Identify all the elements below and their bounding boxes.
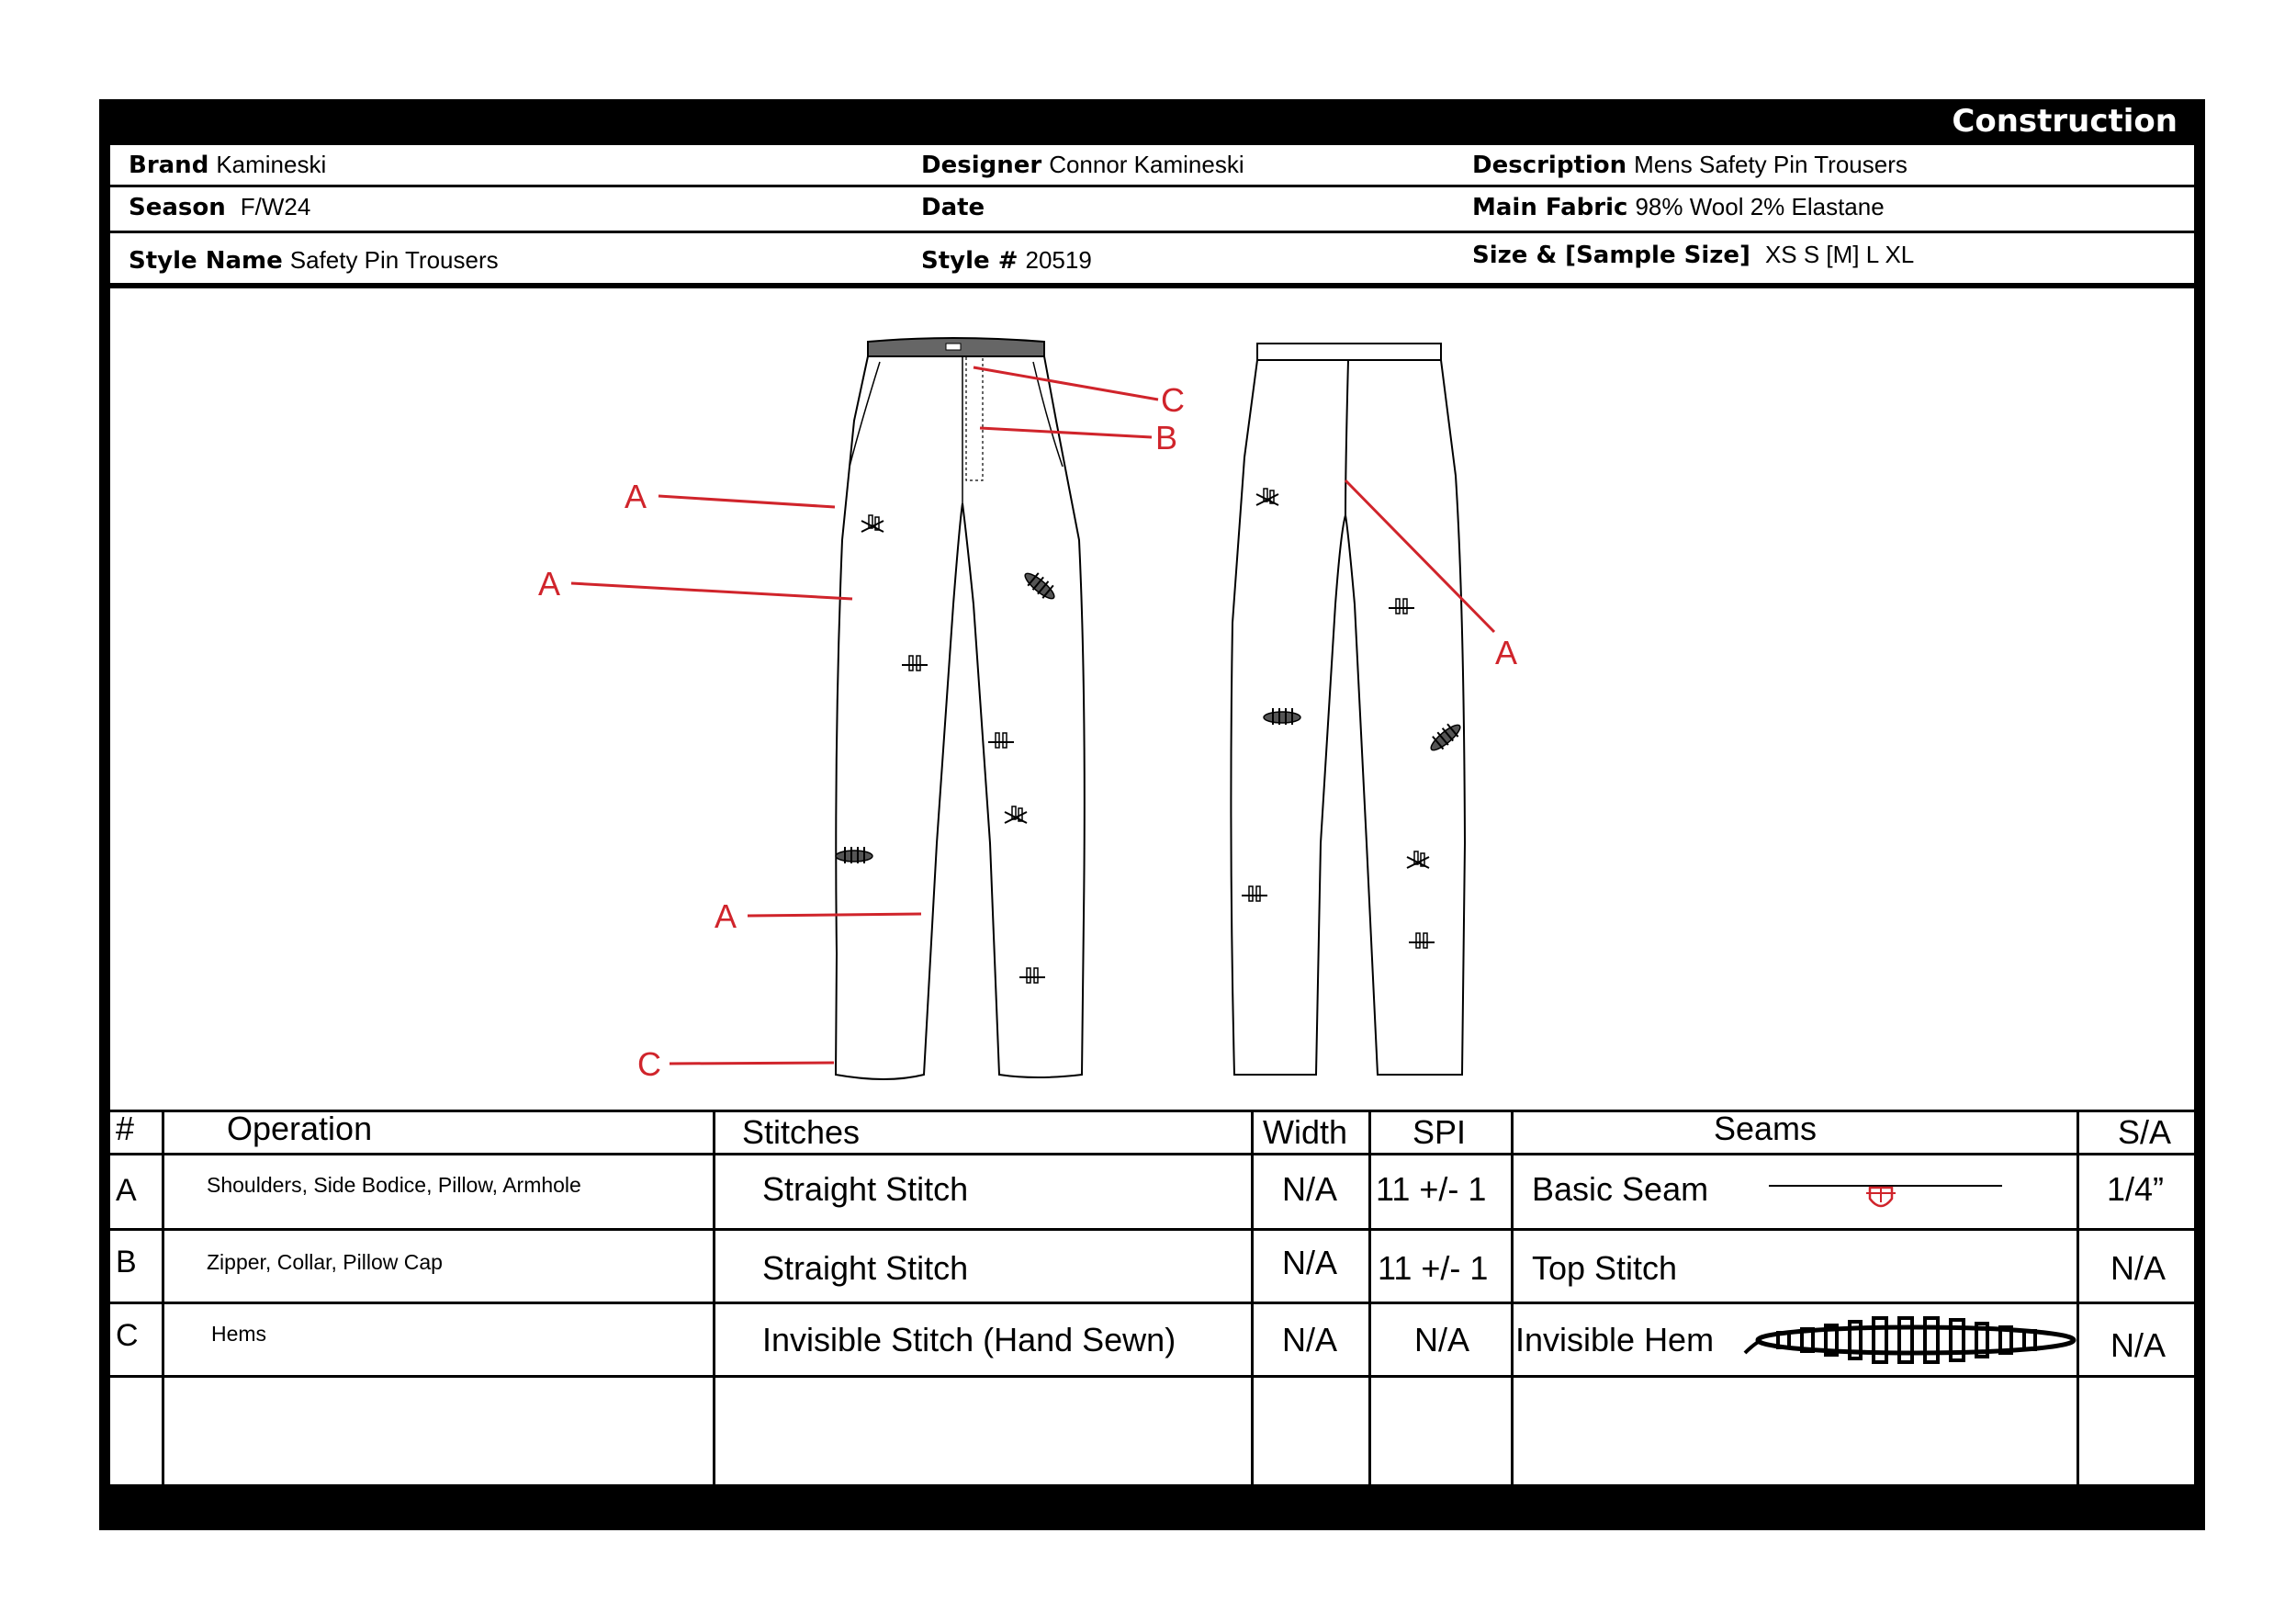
brand-value: Kamineski (216, 151, 327, 178)
style-name-value: Safety Pin Trousers (289, 246, 499, 274)
style-number-label: Style # (921, 247, 1019, 275)
callout-c-hem: C (637, 1045, 661, 1083)
size-value: XS S [M] L XL (1764, 241, 1915, 268)
title-bar (99, 99, 2205, 145)
row-b-operation: Zipper, Collar, Pillow Cap (207, 1250, 443, 1274)
row-a-id: A (116, 1173, 137, 1208)
date-label: Date (921, 194, 985, 221)
callout-b: B (1155, 419, 1178, 456)
sheet-title: Construction (1952, 103, 2178, 140)
trousers-technical-drawing (110, 329, 2194, 1110)
style-name-field (129, 248, 499, 273)
construction-sheet (99, 99, 2205, 1530)
description-label: Description (1472, 152, 1627, 179)
row-a-seam: Basic Seam (1532, 1170, 1709, 1208)
row-a-stitch: Straight Stitch (762, 1170, 969, 1208)
front-trousers (836, 338, 1085, 1079)
designer-label: Designer (921, 152, 1042, 179)
row-divider (110, 1302, 2194, 1304)
sheet-body (110, 145, 2194, 1484)
col-divider (713, 1112, 715, 1487)
row-c-seam: Invisible Hem (1515, 1321, 1715, 1358)
style-number-field (921, 248, 1092, 273)
row-b-seam: Top Stitch (1532, 1249, 1678, 1287)
description-field (1472, 152, 1908, 177)
operations-table (110, 1110, 2194, 1484)
col-divider (1511, 1112, 1514, 1487)
row-divider (110, 1228, 2194, 1231)
col-divider (162, 1112, 164, 1487)
row-c-spi: N/A (1414, 1321, 1470, 1358)
callout-a-1: A (625, 478, 647, 515)
row-b-stitch: Straight Stitch (762, 1249, 969, 1287)
row-c-sa: N/A (2110, 1326, 2167, 1364)
col-header-spi: SPI (1412, 1113, 1467, 1151)
row-b-width: N/A (1282, 1244, 1338, 1281)
col-header-sa: S/A (2118, 1113, 2172, 1151)
col-header-stitches: Stitches (742, 1113, 861, 1151)
basic-seam-diagram (1761, 1167, 2009, 1215)
row-a-operation: Shoulders, Side Bodice, Pillow, Armhole (207, 1173, 581, 1197)
season-value: F/W24 (240, 193, 311, 220)
brand-field (129, 152, 326, 177)
description-value: Mens Safety Pin Trousers (1634, 151, 1908, 178)
row-c-stitch: Invisible Stitch (Hand Sewn) (762, 1321, 1176, 1358)
back-trousers (1231, 344, 1465, 1075)
row-divider (110, 1375, 2194, 1378)
col-header-seams: Seams (1714, 1110, 1818, 1147)
main-fabric-field (1472, 195, 1885, 220)
size-field (1472, 242, 1914, 267)
row-divider (110, 1153, 2194, 1155)
row-c-width: N/A (1282, 1321, 1338, 1358)
row-a-sa: 1/4” (2107, 1170, 2165, 1208)
callout-a-back: A (1495, 634, 1518, 671)
main-fabric-value: 98% Wool 2% Elastane (1635, 193, 1885, 220)
header-row-3 (110, 233, 2194, 288)
main-fabric-label: Main Fabric (1472, 194, 1628, 221)
style-number-value: 20519 (1025, 246, 1092, 274)
col-header-width: Width (1263, 1113, 1348, 1151)
season-field (129, 195, 310, 220)
callout-a-2: A (538, 565, 561, 603)
col-header-number: # (116, 1110, 135, 1147)
row-a-spi: 11 +/- 1 (1376, 1170, 1487, 1208)
row-a-width: N/A (1282, 1170, 1338, 1208)
col-divider (1368, 1112, 1371, 1487)
style-name-label: Style Name (129, 247, 283, 275)
row-c-id: C (116, 1318, 139, 1353)
season-label: Season (129, 194, 226, 221)
invisible-hem-diagram (1741, 1313, 2081, 1368)
callout-c-waist: C (1161, 381, 1185, 419)
callout-a-3: A (715, 897, 737, 935)
row-b-id: B (116, 1245, 137, 1279)
row-b-spi: 11 +/- 1 (1378, 1249, 1489, 1287)
row-b-sa: N/A (2110, 1249, 2167, 1287)
header-row-1 (110, 145, 2194, 187)
size-label: Size & [Sample Size] (1472, 242, 1750, 269)
header-row-2 (110, 187, 2194, 233)
col-divider (2077, 1112, 2079, 1487)
brand-label: Brand (129, 152, 209, 179)
col-header-operation: Operation (227, 1110, 373, 1147)
col-divider (1251, 1112, 1254, 1487)
row-c-operation: Hems (211, 1322, 267, 1346)
designer-value: Connor Kamineski (1049, 151, 1244, 178)
designer-field (921, 152, 1244, 177)
date-field (921, 195, 992, 220)
